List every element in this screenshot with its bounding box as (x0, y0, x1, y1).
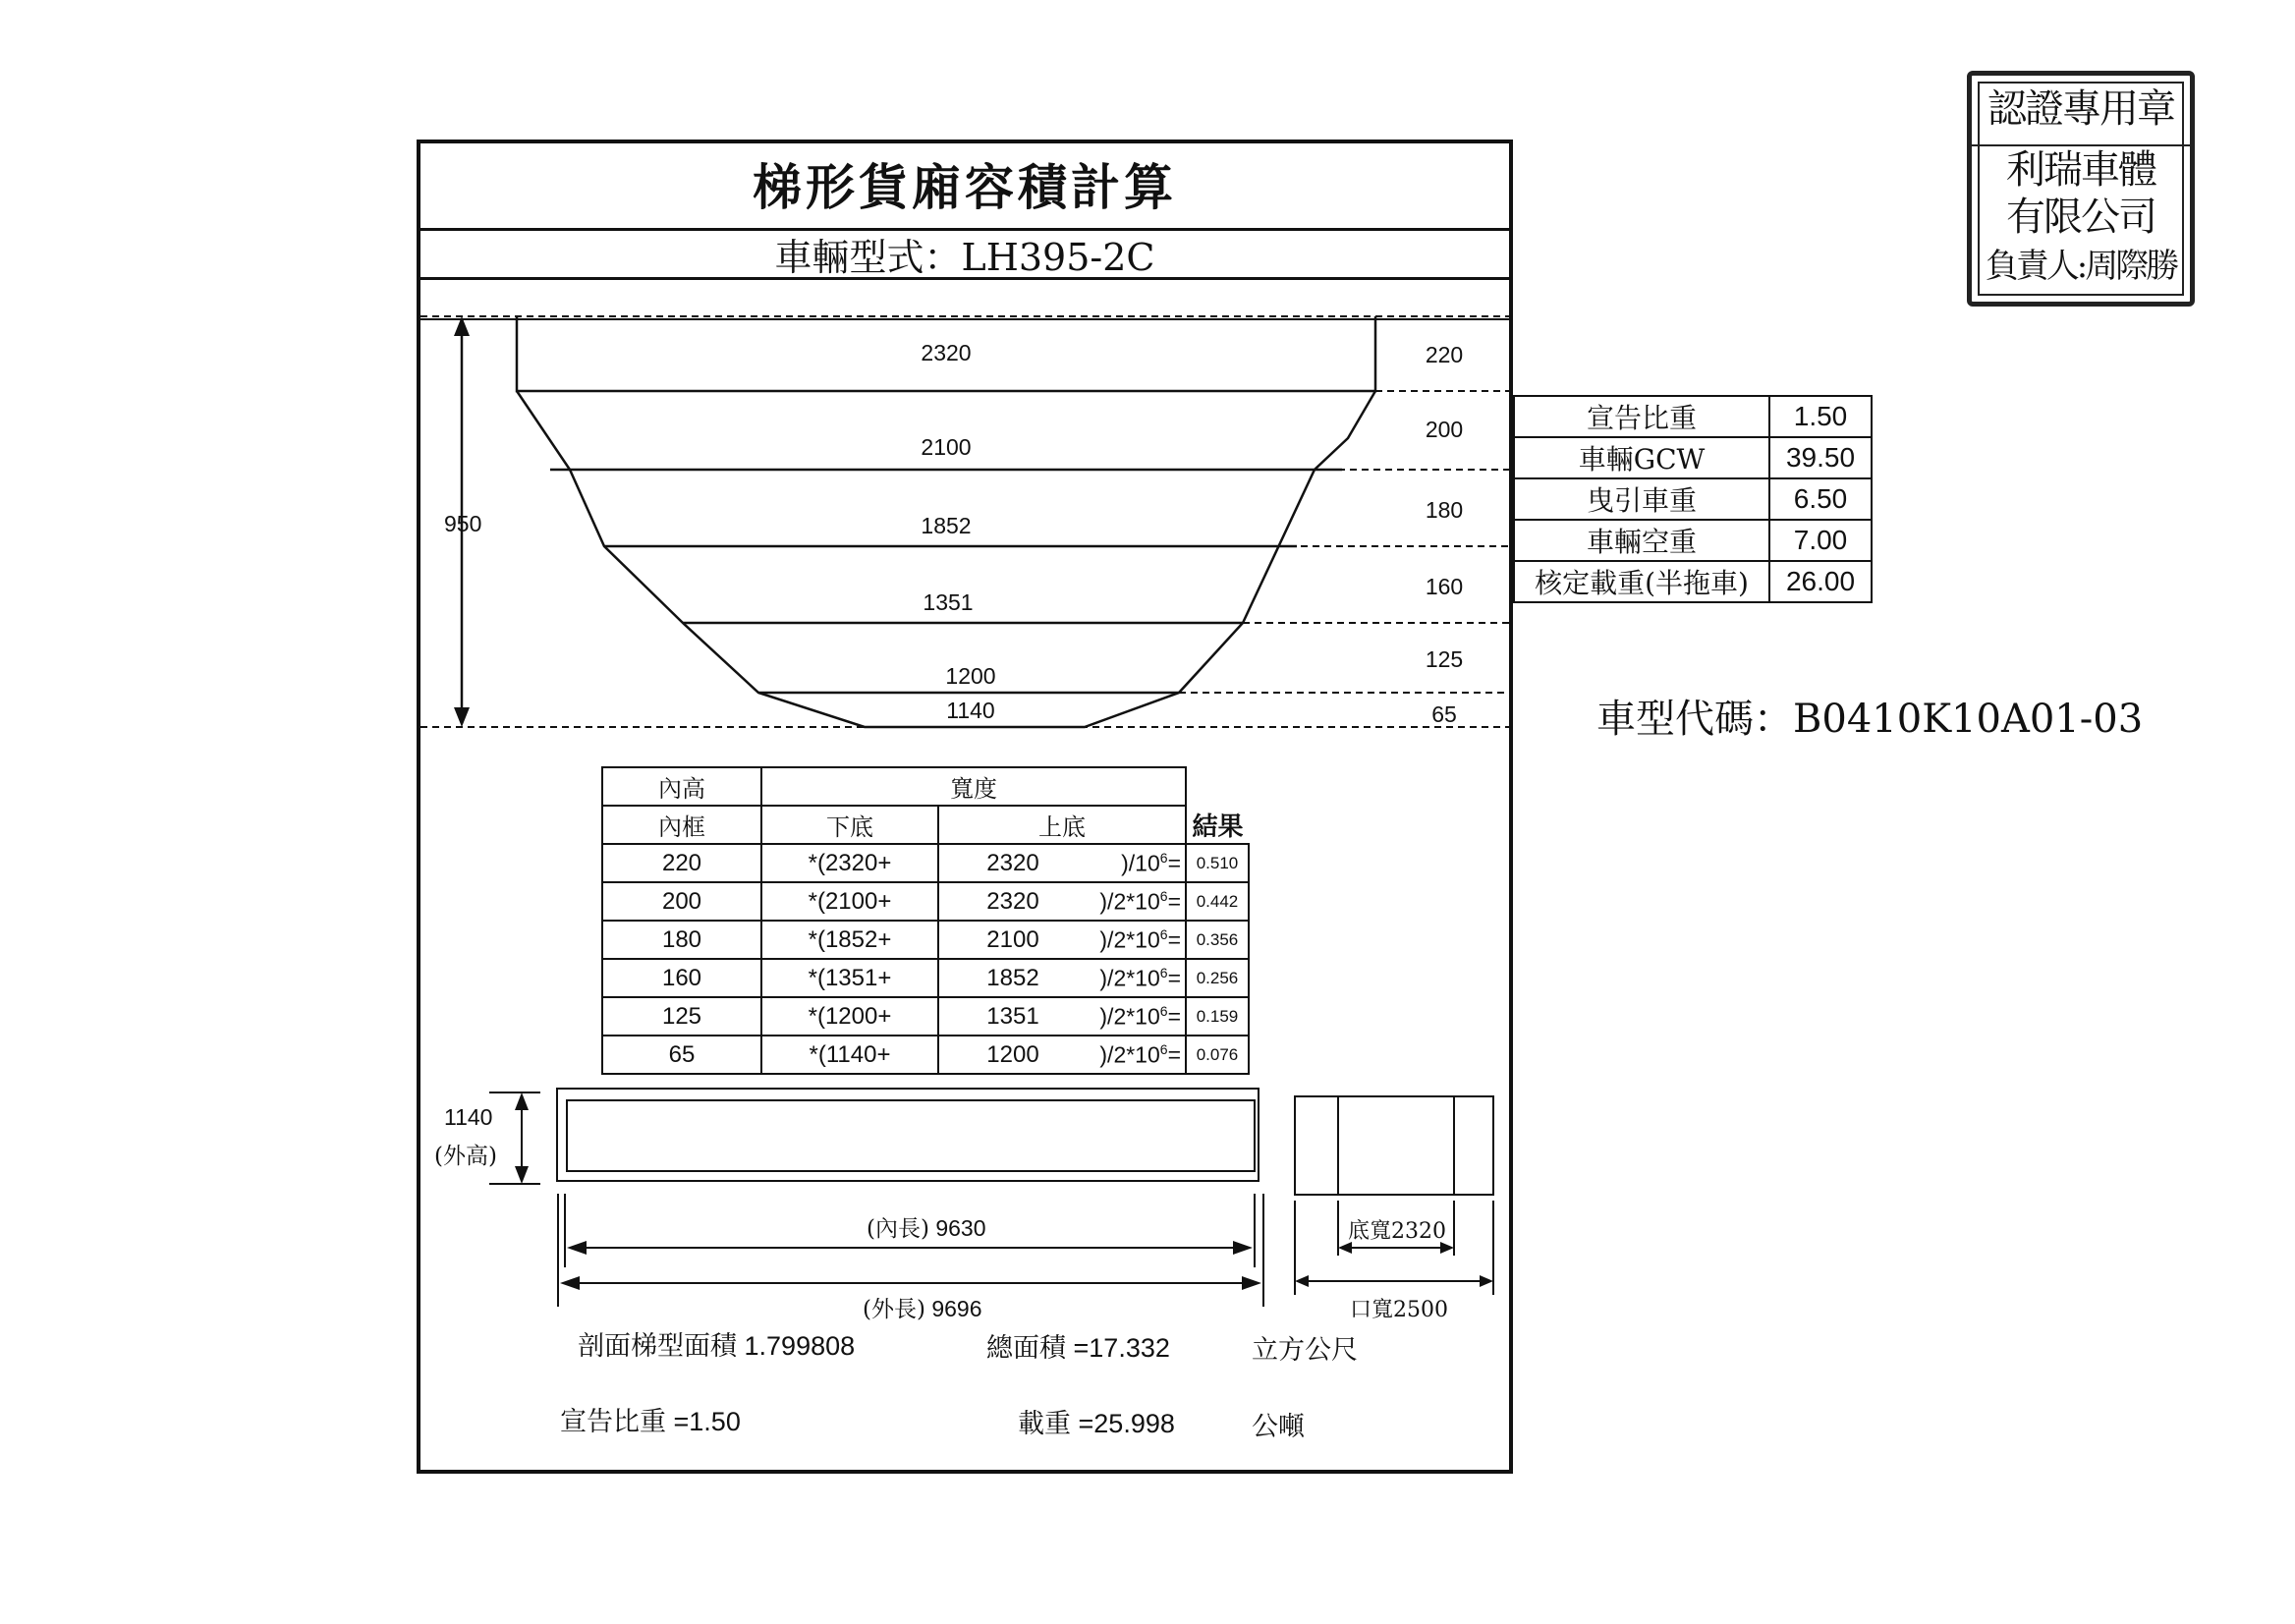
spec-value: 39.50 (1769, 437, 1872, 478)
layer-height-label: 220 (1425, 342, 1464, 367)
calc-result: 0.076 (1186, 1036, 1249, 1074)
arrow-head-left (567, 1241, 587, 1255)
stamp-line: 有限公司 (2006, 195, 2155, 240)
calc-cell: 1200 (938, 1036, 1087, 1074)
calc-cell: 2100 (938, 921, 1087, 959)
calc-cell: 160 (602, 959, 761, 997)
arrow-head-up (515, 1092, 529, 1110)
weight-unit: 公噸 (1252, 1412, 1305, 1442)
width-label: 2100 (921, 434, 972, 460)
layer-height-label: 65 (1431, 701, 1457, 727)
base-width-label: 底寬2320 (1348, 1219, 1446, 1244)
outer-height-value: 1140 (444, 1104, 493, 1130)
calc-cell: 1852 (938, 959, 1087, 997)
outer-height-label: (外高) (434, 1144, 497, 1169)
calc-cell: 220 (602, 844, 761, 882)
volume-unit: 立方公尺 (1252, 1335, 1358, 1366)
vehicle-model: 車輛型式：LH395-2C (774, 235, 1155, 279)
calc-result: 0.356 (1186, 921, 1249, 959)
spec-value: 1.50 (1769, 396, 1872, 437)
calc-result: 0.510 (1186, 844, 1249, 882)
calc-header: 上底 (938, 806, 1186, 844)
spec-label: 曳引車重 (1514, 478, 1769, 520)
outer-length-dimension: (外長) 9696 (863, 1296, 982, 1322)
load-weight: 載重 =25.998 (1018, 1409, 1175, 1439)
section-area: 剖面梯型面積 1.799808 (578, 1331, 856, 1362)
calc-header: 寬度 (761, 767, 1186, 806)
inner-length-dimension: (內長) 9630 (867, 1215, 986, 1242)
arrow-head-left (560, 1276, 580, 1290)
calc-cell: 65 (602, 1036, 761, 1074)
stamp-line: 利瑞車體 (1972, 144, 2190, 194)
width-label: 1852 (921, 513, 972, 538)
calc-cell: 1351 (938, 997, 1087, 1036)
width-label: 1351 (923, 589, 974, 615)
total-height-label: 950 (444, 511, 482, 536)
width-label: 1140 (946, 698, 995, 723)
side-view-inner (567, 1100, 1255, 1171)
calc-header: 下底 (761, 806, 938, 844)
calc-header: 結果 (1192, 812, 1244, 842)
spec-value: 6.50 (1769, 478, 1872, 520)
calc-cell: 2320 (938, 882, 1087, 921)
calc-result: 0.442 (1186, 882, 1249, 921)
calc-cell: )$/2*10^6=$ (1087, 959, 1186, 997)
calc-result: 0.159 (1186, 997, 1249, 1036)
calc-cell: *(1852+ (761, 921, 938, 959)
calc-cell: *(1200+ (761, 997, 938, 1036)
spec-label: 宣告比重 (1514, 396, 1769, 437)
stamp-line: 負責人:周際勝 (1985, 247, 2177, 286)
vehicle-code: 車型代碼：B0410K10A01-03 (1596, 697, 2144, 742)
calc-cell: )$/10^6=$ (1087, 844, 1186, 882)
calc-cell: *(1351+ (761, 959, 938, 997)
spec-label: 車輛GCW (1514, 437, 1769, 478)
calc-header: 內高 (602, 767, 761, 806)
calc-cell: )$/2*10^6=$ (1087, 882, 1186, 921)
document-title: 梯形貨廂容積計算 (753, 158, 1177, 216)
calc-cell: *(2320+ (761, 844, 938, 882)
spec-value: 7.00 (1769, 520, 1872, 561)
arrow-head-right (1233, 1241, 1253, 1255)
width-label: 2320 (921, 340, 972, 365)
layer-height-label: 180 (1425, 497, 1464, 523)
calc-cell: 2320 (938, 844, 1087, 882)
calc-cell: 200 (602, 882, 761, 921)
opening-width-label: 口寬2500 (1350, 1298, 1448, 1322)
calc-result: 0.256 (1186, 959, 1249, 997)
calc-cell: 125 (602, 997, 761, 1036)
side-view-outer (557, 1089, 1259, 1181)
declared-density: 宣告比重 =1.50 (560, 1407, 741, 1437)
calc-cell: 180 (602, 921, 761, 959)
end-view-outer (1295, 1096, 1493, 1195)
stamp-line: 認證專用章 (1987, 86, 2174, 132)
calc-cell: *(2100+ (761, 882, 938, 921)
calc-cell: )$/2*10^6=$ (1087, 997, 1186, 1036)
layer-height-label: 125 (1425, 646, 1464, 672)
calc-header: 內框 (602, 806, 761, 844)
spec-value: 26.00 (1769, 561, 1872, 602)
calc-cell: )$/2*10^6=$ (1087, 921, 1186, 959)
layer-height-label: 160 (1425, 574, 1464, 599)
arrow-head-right (1480, 1275, 1493, 1287)
spec-label: 車輛空重 (1514, 520, 1769, 561)
layer-height-label: 200 (1425, 417, 1464, 442)
arrow-head-down (515, 1166, 529, 1184)
calc-cell: *(1140+ (761, 1036, 938, 1074)
arrow-head-left (1295, 1275, 1309, 1287)
total-area: 總面積 =17.332 (986, 1333, 1170, 1364)
calc-cell: )$/2*10^6=$ (1087, 1036, 1186, 1074)
arrow-head-right (1242, 1276, 1261, 1290)
spec-label: 核定載重(半拖車) (1514, 561, 1769, 602)
width-label: 1200 (945, 663, 996, 689)
certification-stamp (1967, 71, 2195, 307)
